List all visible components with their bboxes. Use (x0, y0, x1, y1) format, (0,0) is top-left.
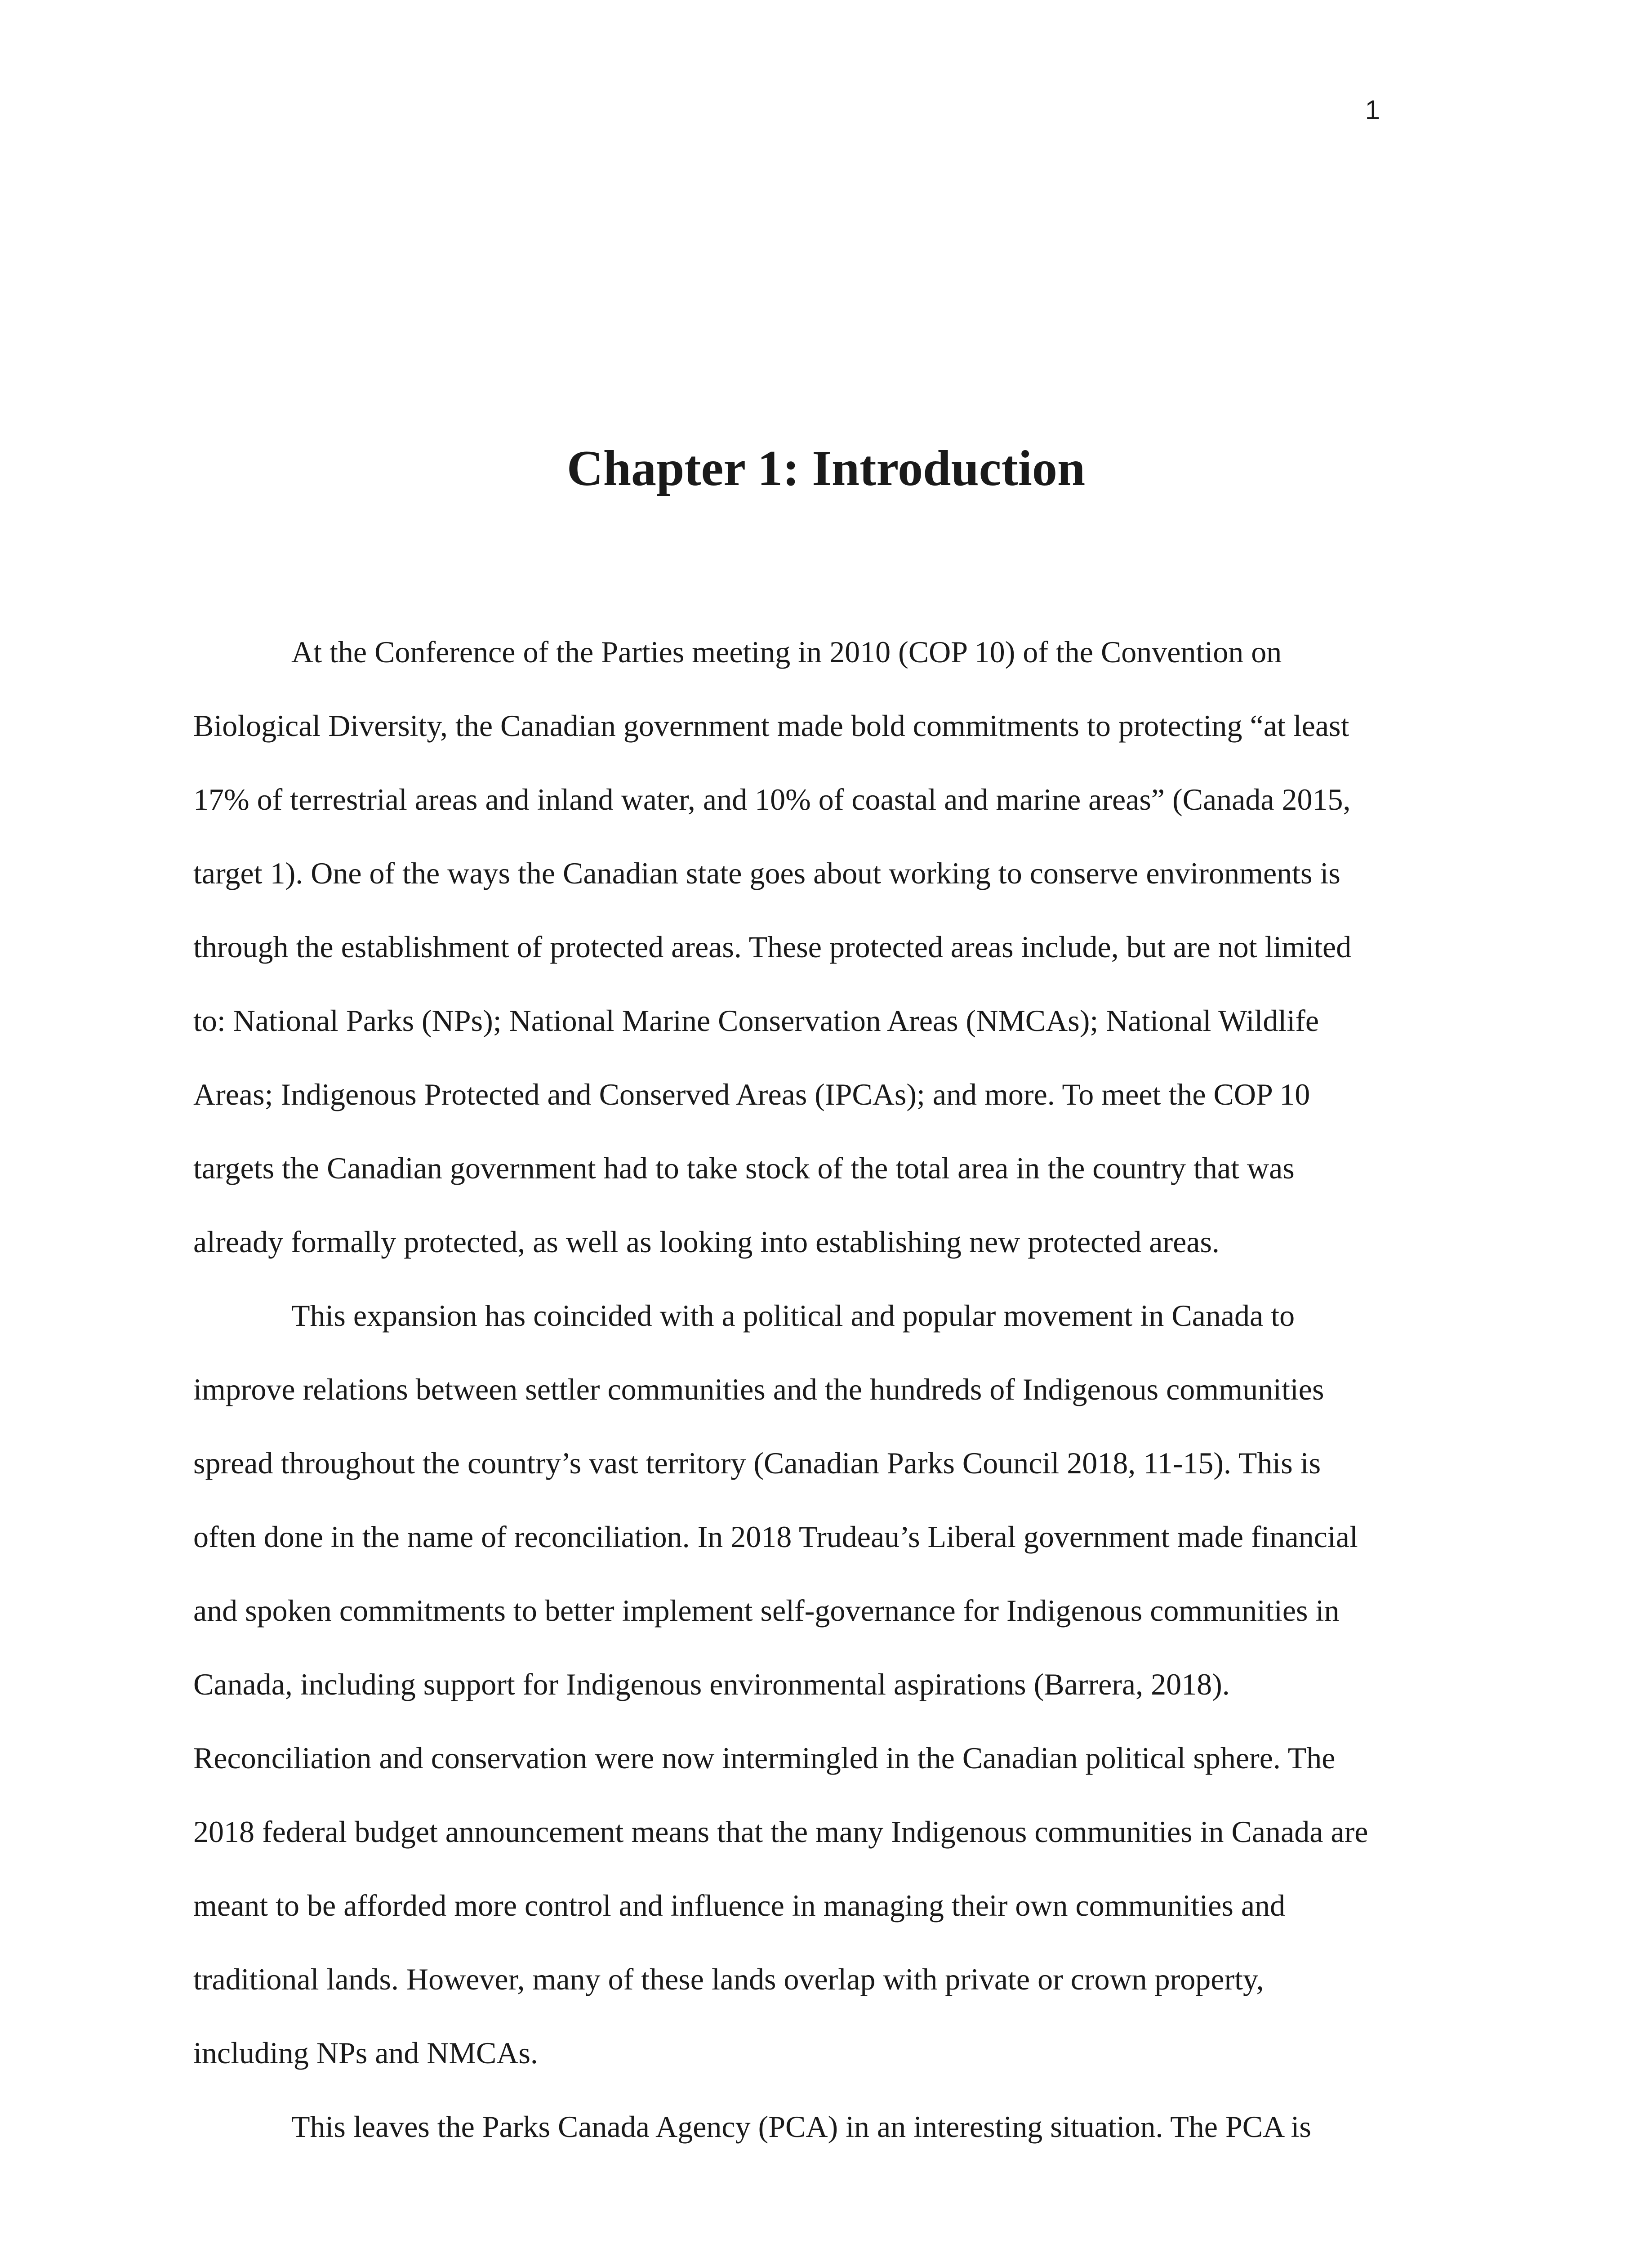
page-number: 1 (1365, 95, 1380, 125)
paragraph-line: Reconciliation and conservation were now intermingled in the Canadian political sphere. The (193, 1741, 1336, 1775)
paragraph-line: targets the Canadian government had to take stock of the total area in the country that was (193, 1151, 1295, 1185)
paragraph-line: Biological Diversity, the Canadian government made bold commitments to protecting “at least (193, 709, 1349, 743)
paragraph-line: This expansion has coincided with a political and popular movement in Canada to (291, 1298, 1295, 1333)
paragraph-line: through the establishment of protected areas. These protected areas include, but are not limited (193, 930, 1352, 964)
body-text (193, 627, 1438, 2176)
paragraph-line: and spoken commitments to better implement self-governance for Indigenous communities in (193, 1593, 1340, 1628)
paragraph-line: 17% of terrestrial areas and inland water, and 10% of coastal and marine areas” (Canada 2015, (193, 782, 1351, 816)
paragraph-line: traditional lands. However, many of these lands overlap with private or crown property, (193, 1962, 1264, 1996)
paragraph-line: At the Conference of the Parties meeting in 2010 (COP 10) of the Convention on (291, 635, 1282, 669)
paragraph-line: including NPs and NMCAs. (193, 2036, 538, 2070)
paragraph-line: This leaves the Parks Canada Agency (PCA) in an interesting situation. The PCA is (291, 2110, 1311, 2144)
paragraph-line: often done in the name of reconciliation. In 2018 Trudeau’s Liberal government made financial (193, 1520, 1358, 1554)
paragraph-line: to: National Parks (NPs); National Marine Conservation Areas (NMCAs); National Wildlife (193, 1004, 1319, 1038)
paragraph-line: meant to be afforded more control and influence in managing their own communities and (193, 1888, 1286, 1922)
paragraph-line: already formally protected, as well as looking into establishing new protected areas. (193, 1225, 1220, 1259)
paragraph-line: spread throughout the country’s vast territory (Canadian Parks Council 2018, 11-15). This is (193, 1446, 1321, 1480)
paragraph-line: Canada, including support for Indigenous environmental aspirations (Barrera, 2018). (193, 1667, 1230, 1701)
paragraph-line: Areas; Indigenous Protected and Conserved Areas (IPCAs); and more. To meet the COP 10 (193, 1077, 1310, 1111)
chapter-title: Chapter 1: Introduction (566, 441, 1086, 496)
paragraph-line: 2018 federal budget announcement means that the many Indigenous communities in Canada are (193, 1815, 1368, 1849)
paragraph-line: target 1). One of the ways the Canadian state goes about working to conserve environments is (193, 856, 1340, 890)
paragraph-line: improve relations between settler communities and the hundreds of Indigenous communities (193, 1372, 1324, 1406)
